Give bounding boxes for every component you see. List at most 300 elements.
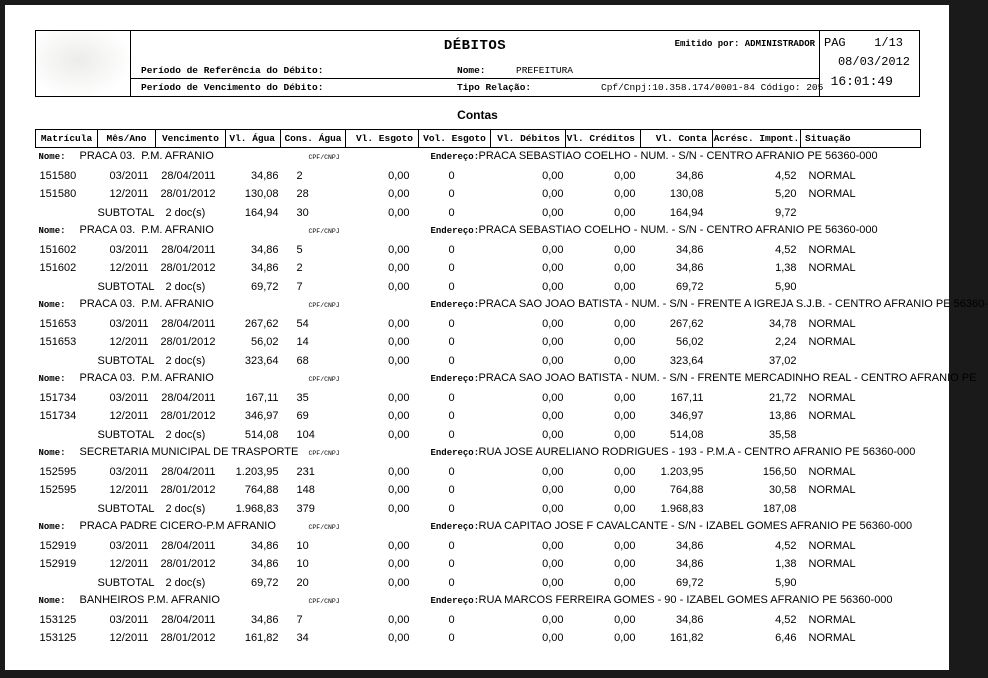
cell: 03/2011 xyxy=(109,317,149,330)
cell: 164,94 xyxy=(669,206,704,219)
nome-label: Nome: xyxy=(38,300,66,310)
cell: 0 xyxy=(448,169,455,182)
cell: 0,00 xyxy=(542,262,564,275)
cell: 4,52 xyxy=(775,169,797,182)
cell: 69 xyxy=(296,410,309,423)
cell: 35,58 xyxy=(768,428,797,441)
cell: 1,38 xyxy=(775,558,797,571)
cell: 34,86 xyxy=(250,613,279,626)
endereco-label: Endereço: xyxy=(430,300,480,310)
cpf-cnpj-label: CPF/CNPJ xyxy=(308,376,340,383)
ref-period-label: Período de Referência do Débito: xyxy=(141,64,324,76)
cell: 30 xyxy=(296,206,309,219)
cell: 0,00 xyxy=(614,502,636,515)
cell: 764,88 xyxy=(244,484,279,497)
cell xyxy=(36,278,98,297)
cell: 7 xyxy=(296,280,303,293)
cell: 0 xyxy=(448,558,455,571)
table-row xyxy=(36,389,921,408)
cell: NORMAL xyxy=(808,391,856,404)
cell: 28/01/2012 xyxy=(160,336,216,349)
report-header xyxy=(35,30,920,97)
group-header-row xyxy=(36,518,921,537)
cell: 764,88 xyxy=(669,484,704,497)
column-header-11: Acrésc. Impont. xyxy=(713,130,801,148)
endereco-value: PRACA SAO JOAO BATISTA - NUM. - S/N - FRENTE MERCADINHO REAL - CENTRO AFRANIO PE xyxy=(478,372,977,384)
cell: 0,00 xyxy=(388,391,410,404)
cell: 0 xyxy=(448,613,455,626)
group-header-cell xyxy=(36,444,921,463)
cell: 0,00 xyxy=(542,391,564,404)
cell: 2 doc(s) xyxy=(165,206,206,219)
endereco-label: Endereço: xyxy=(430,226,480,236)
cell: 03/2011 xyxy=(109,539,149,552)
subtotal-row xyxy=(36,426,921,445)
cell: 0,00 xyxy=(614,576,636,589)
cell: 0,00 xyxy=(614,465,636,478)
nome-label: Nome: xyxy=(38,226,66,236)
cell: 34,86 xyxy=(675,558,704,571)
cell: 151580 xyxy=(39,169,77,182)
cell xyxy=(36,500,98,519)
cell xyxy=(801,278,921,297)
cell: 0,00 xyxy=(388,354,410,367)
cell: 156,50 xyxy=(762,465,797,478)
cell: NORMAL xyxy=(808,243,856,256)
cpf-cnpj-label: CPF/CNPJ xyxy=(308,302,340,309)
cell: 0 xyxy=(448,539,455,552)
page-number-row xyxy=(824,34,915,53)
cpf-cnpj-value: Cpf/Cnpj:10.358.174/0001-84 Código: 205 xyxy=(601,82,824,94)
emitted-by-label: Emitido por: xyxy=(674,39,740,49)
cell: 130,08 xyxy=(669,188,704,201)
endereco-label: Endereço: xyxy=(430,448,480,458)
cell: 14 xyxy=(296,336,309,349)
cell: 104 xyxy=(296,428,315,441)
cell: 69,72 xyxy=(675,576,704,589)
cell: NORMAL xyxy=(808,317,856,330)
cell: 34,86 xyxy=(675,243,704,256)
cell: 0,00 xyxy=(388,206,410,219)
group-header-cell xyxy=(36,370,977,389)
cell: 28/04/2011 xyxy=(161,317,216,330)
cell: 0,00 xyxy=(542,484,564,497)
cell: NORMAL xyxy=(808,558,856,571)
column-header-10: Vl. Conta xyxy=(641,130,713,148)
cell: 28/04/2011 xyxy=(161,169,216,182)
cell: 231 xyxy=(296,465,315,478)
cell: 12/2011 xyxy=(109,336,149,349)
table-row xyxy=(36,629,921,648)
table-row xyxy=(36,555,921,574)
column-header-1: Matrícula xyxy=(36,130,98,148)
cell: NORMAL xyxy=(808,410,856,423)
column-header-7: Vol. Esgoto xyxy=(419,130,491,148)
cell: 2 doc(s) xyxy=(165,280,206,293)
cell: 56,02 xyxy=(250,336,279,349)
table-row xyxy=(36,185,921,204)
cell: 151602 xyxy=(39,243,77,256)
cell: 0,00 xyxy=(388,558,410,571)
cell: 0 xyxy=(448,502,455,515)
cell: 28/04/2011 xyxy=(161,391,216,404)
cell: 0 xyxy=(448,484,455,497)
cell: 323,64 xyxy=(244,354,279,367)
cell: 0,00 xyxy=(614,632,636,645)
cell: 0 xyxy=(448,336,455,349)
cell: 6,46 xyxy=(775,632,797,645)
group-header-row xyxy=(36,148,921,167)
cell: 0,00 xyxy=(614,336,636,349)
cell: 28/04/2011 xyxy=(161,613,216,626)
cell: 12/2011 xyxy=(109,410,149,423)
cell: 0 xyxy=(448,280,455,293)
cell: NORMAL xyxy=(808,262,856,275)
section-title: Contas xyxy=(457,108,498,122)
cell: 152595 xyxy=(39,465,77,478)
nome-value: PREFEITURA xyxy=(516,64,574,76)
cell: 514,08 xyxy=(244,428,279,441)
cell: 12/2011 xyxy=(109,262,149,275)
pag-label: PAG xyxy=(824,36,846,50)
column-header-4: Vl. Água xyxy=(226,130,281,148)
cell: 0 xyxy=(448,354,455,367)
cell xyxy=(36,426,98,445)
cpf-cnpj-label: CPF/CNPJ xyxy=(308,154,340,161)
cell: 164,94 xyxy=(244,206,279,219)
cell: 2 doc(s) xyxy=(165,576,206,589)
cell: 323,64 xyxy=(669,354,704,367)
cell: 161,82 xyxy=(669,632,704,645)
cell: 148 xyxy=(296,484,315,497)
cell: 2 doc(s) xyxy=(165,502,206,515)
cell: 34,86 xyxy=(675,169,704,182)
endereco-value: RUA CAPITAO JOSE F CAVALCANTE - S/N - IZABEL GOMES AFRANIO PE 56360-000 xyxy=(478,520,913,532)
cell: 0,00 xyxy=(614,243,636,256)
cell: 0,00 xyxy=(388,613,410,626)
cell: 0,00 xyxy=(542,632,564,645)
cell: 37,02 xyxy=(768,354,797,367)
cell: 20 xyxy=(296,576,309,589)
nome-value: PRACA 03. P.M. AFRANIO xyxy=(79,150,214,162)
cell: 0 xyxy=(448,206,455,219)
cell: 0,00 xyxy=(542,317,564,330)
nome-value: PRACA PADRE CICERO-P.M AFRANIO xyxy=(79,520,276,532)
cell: NORMAL xyxy=(808,539,856,552)
cell: 152919 xyxy=(39,539,77,552)
cell: 21,72 xyxy=(768,391,797,404)
cell: 69,72 xyxy=(250,576,279,589)
cell: 1,38 xyxy=(775,262,797,275)
cell xyxy=(801,426,921,445)
cell: 12/2011 xyxy=(109,188,149,201)
logo-placeholder xyxy=(36,31,131,96)
cell: 0,00 xyxy=(614,280,636,293)
cell: 0,00 xyxy=(542,243,564,256)
cell: 03/2011 xyxy=(109,613,149,626)
nome-label: Nome: xyxy=(38,596,66,606)
table-row xyxy=(36,407,921,426)
subtotal-row xyxy=(36,500,921,519)
cell: 2 xyxy=(296,169,303,182)
cell: 1.968,83 xyxy=(660,502,704,515)
cell: 0 xyxy=(448,576,455,589)
cell: 28/04/2011 xyxy=(161,243,216,256)
page-info-box xyxy=(819,31,919,96)
cell: 0 xyxy=(448,243,455,256)
cell: 0,00 xyxy=(614,169,636,182)
nome-label: Nome: xyxy=(38,522,66,532)
cell: 10 xyxy=(296,558,309,571)
cell: 9,72 xyxy=(775,206,797,219)
cell: 4,52 xyxy=(775,243,797,256)
cell: NORMAL xyxy=(808,169,856,182)
group-header-cell xyxy=(36,222,921,241)
cell: 5,20 xyxy=(775,188,797,201)
cell xyxy=(801,574,921,593)
cell: 69,72 xyxy=(675,280,704,293)
cell xyxy=(801,500,921,519)
cell: 0,00 xyxy=(614,206,636,219)
cell: 0 xyxy=(448,632,455,645)
column-header-12: Situação xyxy=(801,130,921,148)
cell: 03/2011 xyxy=(109,169,149,182)
cell: 267,62 xyxy=(669,317,704,330)
cell: 152919 xyxy=(39,558,77,571)
cell: NORMAL xyxy=(808,632,856,645)
cell: 28/01/2012 xyxy=(160,410,216,423)
cell: 514,08 xyxy=(669,428,704,441)
cell: 0,00 xyxy=(542,428,564,441)
cell: 34,86 xyxy=(250,558,279,571)
endereco-value: PRACA SEBASTIAO COELHO - NUM. - S/N - CENTRO AFRANIO PE 56360-000 xyxy=(478,150,878,162)
cell: NORMAL xyxy=(808,336,856,349)
cell: 167,11 xyxy=(245,391,279,404)
cell: 34,86 xyxy=(250,262,279,275)
endereco-label: Endereço: xyxy=(430,152,480,162)
cell: 28/01/2012 xyxy=(160,484,216,497)
cell: 0,00 xyxy=(388,280,410,293)
cell: 0,00 xyxy=(542,613,564,626)
cell: 2,24 xyxy=(775,336,797,349)
cell: 0,00 xyxy=(614,539,636,552)
cell: 0,00 xyxy=(388,317,410,330)
cell: 161,82 xyxy=(244,632,279,645)
endereco-label: Endereço: xyxy=(430,596,480,606)
cell: 12/2011 xyxy=(109,632,149,645)
cell: 2 xyxy=(296,262,303,275)
cell: 151653 xyxy=(39,317,77,330)
column-header-6: Vl. Esgoto xyxy=(346,130,419,148)
nome-value: SECRETARIA MUNICIPAL DE TRASPORTE xyxy=(79,446,299,458)
cell: 7 xyxy=(296,613,303,626)
cell: 0,00 xyxy=(542,502,564,515)
group-header-row xyxy=(36,592,921,611)
cell: 0 xyxy=(448,317,455,330)
cell: 2 doc(s) xyxy=(165,428,206,441)
cell: 1.968,83 xyxy=(235,502,279,515)
column-header-3: Vencimento xyxy=(156,130,226,148)
pag-value: 1/13 xyxy=(874,36,903,50)
cell: 0,00 xyxy=(388,428,410,441)
cell: SUBTOTAL xyxy=(97,502,155,515)
nome-label: Nome: xyxy=(38,448,66,458)
cell xyxy=(801,352,921,371)
cell: NORMAL xyxy=(808,484,856,497)
cell: 379 xyxy=(296,502,315,515)
cell: SUBTOTAL xyxy=(97,206,155,219)
nome-value: PRACA 03. P.M. AFRANIO xyxy=(79,224,214,236)
cpf-cnpj-label: CPF/CNPJ xyxy=(308,228,340,235)
cell: 0,00 xyxy=(388,576,410,589)
emitted-by xyxy=(675,39,815,49)
report-page xyxy=(5,5,988,670)
cell: 03/2011 xyxy=(109,391,149,404)
subtotal-row xyxy=(36,574,921,593)
cell: 0,00 xyxy=(388,188,410,201)
cell: 30,58 xyxy=(768,484,797,497)
cell: 0,00 xyxy=(542,410,564,423)
cell: 0,00 xyxy=(542,188,564,201)
cell: 167,11 xyxy=(670,391,704,404)
column-header-2: Mês/Ano xyxy=(98,130,156,148)
cell: 267,62 xyxy=(244,317,279,330)
cell: 28 xyxy=(296,188,309,201)
cell xyxy=(36,352,98,371)
group-header-cell xyxy=(36,148,921,167)
group-header-row xyxy=(36,370,921,389)
cell: 4,52 xyxy=(775,539,797,552)
cell: 0,00 xyxy=(614,428,636,441)
cell xyxy=(801,204,921,223)
cell: 0,00 xyxy=(614,354,636,367)
cell: 0,00 xyxy=(614,613,636,626)
group-header-cell xyxy=(36,296,988,315)
nome-label: Nome: xyxy=(38,152,66,162)
cell: 34,86 xyxy=(675,613,704,626)
cell: 0,00 xyxy=(542,465,564,478)
table-row xyxy=(36,537,921,556)
cell: 0,00 xyxy=(614,558,636,571)
cell: 5,90 xyxy=(775,280,797,293)
cell: 0 xyxy=(448,391,455,404)
table-row xyxy=(36,463,921,482)
cell: 69,72 xyxy=(250,280,279,293)
subtotal-row xyxy=(36,204,921,223)
cell: 0,00 xyxy=(542,280,564,293)
cell: 153125 xyxy=(39,632,77,645)
cell: 5,90 xyxy=(775,576,797,589)
cell: 0,00 xyxy=(542,354,564,367)
venc-period-label: Período de Vencimento do Débito: xyxy=(141,82,324,94)
cell: 0 xyxy=(448,428,455,441)
header-title-row xyxy=(131,31,819,62)
cell: 2 doc(s) xyxy=(165,354,206,367)
cell: 28/04/2011 xyxy=(161,539,216,552)
cell: 10 xyxy=(296,539,309,552)
cell: 0 xyxy=(448,410,455,423)
cpf-cnpj-label: CPF/CNPJ xyxy=(308,598,340,605)
cell: 0,00 xyxy=(388,465,410,478)
cell: 153125 xyxy=(39,613,77,626)
cell: 34,86 xyxy=(250,243,279,256)
cell: 4,52 xyxy=(775,613,797,626)
cell: 0,00 xyxy=(542,206,564,219)
cell: 28/01/2012 xyxy=(160,188,216,201)
subtotal-row xyxy=(36,352,921,371)
cell: 34 xyxy=(296,632,309,645)
cell: 0,00 xyxy=(542,169,564,182)
nome-value: BANHEIROS P.M. AFRANIO xyxy=(79,594,220,606)
cell: 28/04/2011 xyxy=(161,465,216,478)
tipo-relacao-label: Tipo Relação: xyxy=(457,82,532,94)
cell: 34,86 xyxy=(250,539,279,552)
cell: 12/2011 xyxy=(109,558,149,571)
cell: 5 xyxy=(296,243,303,256)
group-header-cell xyxy=(36,518,921,537)
table-row xyxy=(36,241,921,260)
cell xyxy=(36,574,98,593)
cell: 68 xyxy=(296,354,309,367)
cell: 56,02 xyxy=(675,336,704,349)
cpf-cnpj-label: CPF/CNPJ xyxy=(308,524,340,531)
cell: 0,00 xyxy=(388,484,410,497)
cell: 0,00 xyxy=(388,502,410,515)
nome-label: Nome: xyxy=(457,64,486,76)
cell: 0,00 xyxy=(388,336,410,349)
cell: 0,00 xyxy=(542,558,564,571)
cell: 0 xyxy=(448,465,455,478)
cell: NORMAL xyxy=(808,465,856,478)
cell: 151653 xyxy=(39,336,77,349)
nome-value: PRACA 03. P.M. AFRANIO xyxy=(79,298,214,310)
cell: 28/01/2012 xyxy=(160,632,216,645)
cell: 0,00 xyxy=(388,539,410,552)
table-row xyxy=(36,481,921,500)
cell: 13,86 xyxy=(768,410,797,423)
cell: 1.203,95 xyxy=(660,465,704,478)
cell: 28/01/2012 xyxy=(160,558,216,571)
cell: NORMAL xyxy=(808,188,856,201)
cell: 34,86 xyxy=(675,539,704,552)
cell: 34,78 xyxy=(768,317,797,330)
cell: 1.203,95 xyxy=(235,465,279,478)
table-row xyxy=(36,167,921,186)
table-row xyxy=(36,611,921,630)
cell: 0,00 xyxy=(614,188,636,201)
cell: SUBTOTAL xyxy=(97,280,155,293)
cell: 0,00 xyxy=(614,391,636,404)
cell: 151734 xyxy=(39,391,77,404)
nome-value: PRACA 03. P.M. AFRANIO xyxy=(79,372,214,384)
endereco-value: RUA JOSE AURELIANO RODRIGUES - 193 - P.M.A - CENTRO AFRANIO PE 56360-000 xyxy=(478,446,916,458)
cell: 346,97 xyxy=(669,410,704,423)
cell: 0,00 xyxy=(614,410,636,423)
group-header-row xyxy=(36,296,921,315)
report-date: 08/03/2012 xyxy=(837,55,910,69)
endereco-value: RUA MARCOS FERREIRA GOMES - 90 - IZABEL GOMES AFRANIO PE 56360-000 xyxy=(478,594,893,606)
cell: 12/2011 xyxy=(109,484,149,497)
cell: SUBTOTAL xyxy=(97,428,155,441)
cell: 34,86 xyxy=(250,169,279,182)
column-header-9: Vl. Créditos xyxy=(566,130,641,148)
cell: 28/01/2012 xyxy=(160,262,216,275)
cell: 152595 xyxy=(39,484,77,497)
cell: 34,86 xyxy=(675,262,704,275)
cell: SUBTOTAL xyxy=(97,354,155,367)
cell: 0,00 xyxy=(388,169,410,182)
cell: 0,00 xyxy=(542,539,564,552)
